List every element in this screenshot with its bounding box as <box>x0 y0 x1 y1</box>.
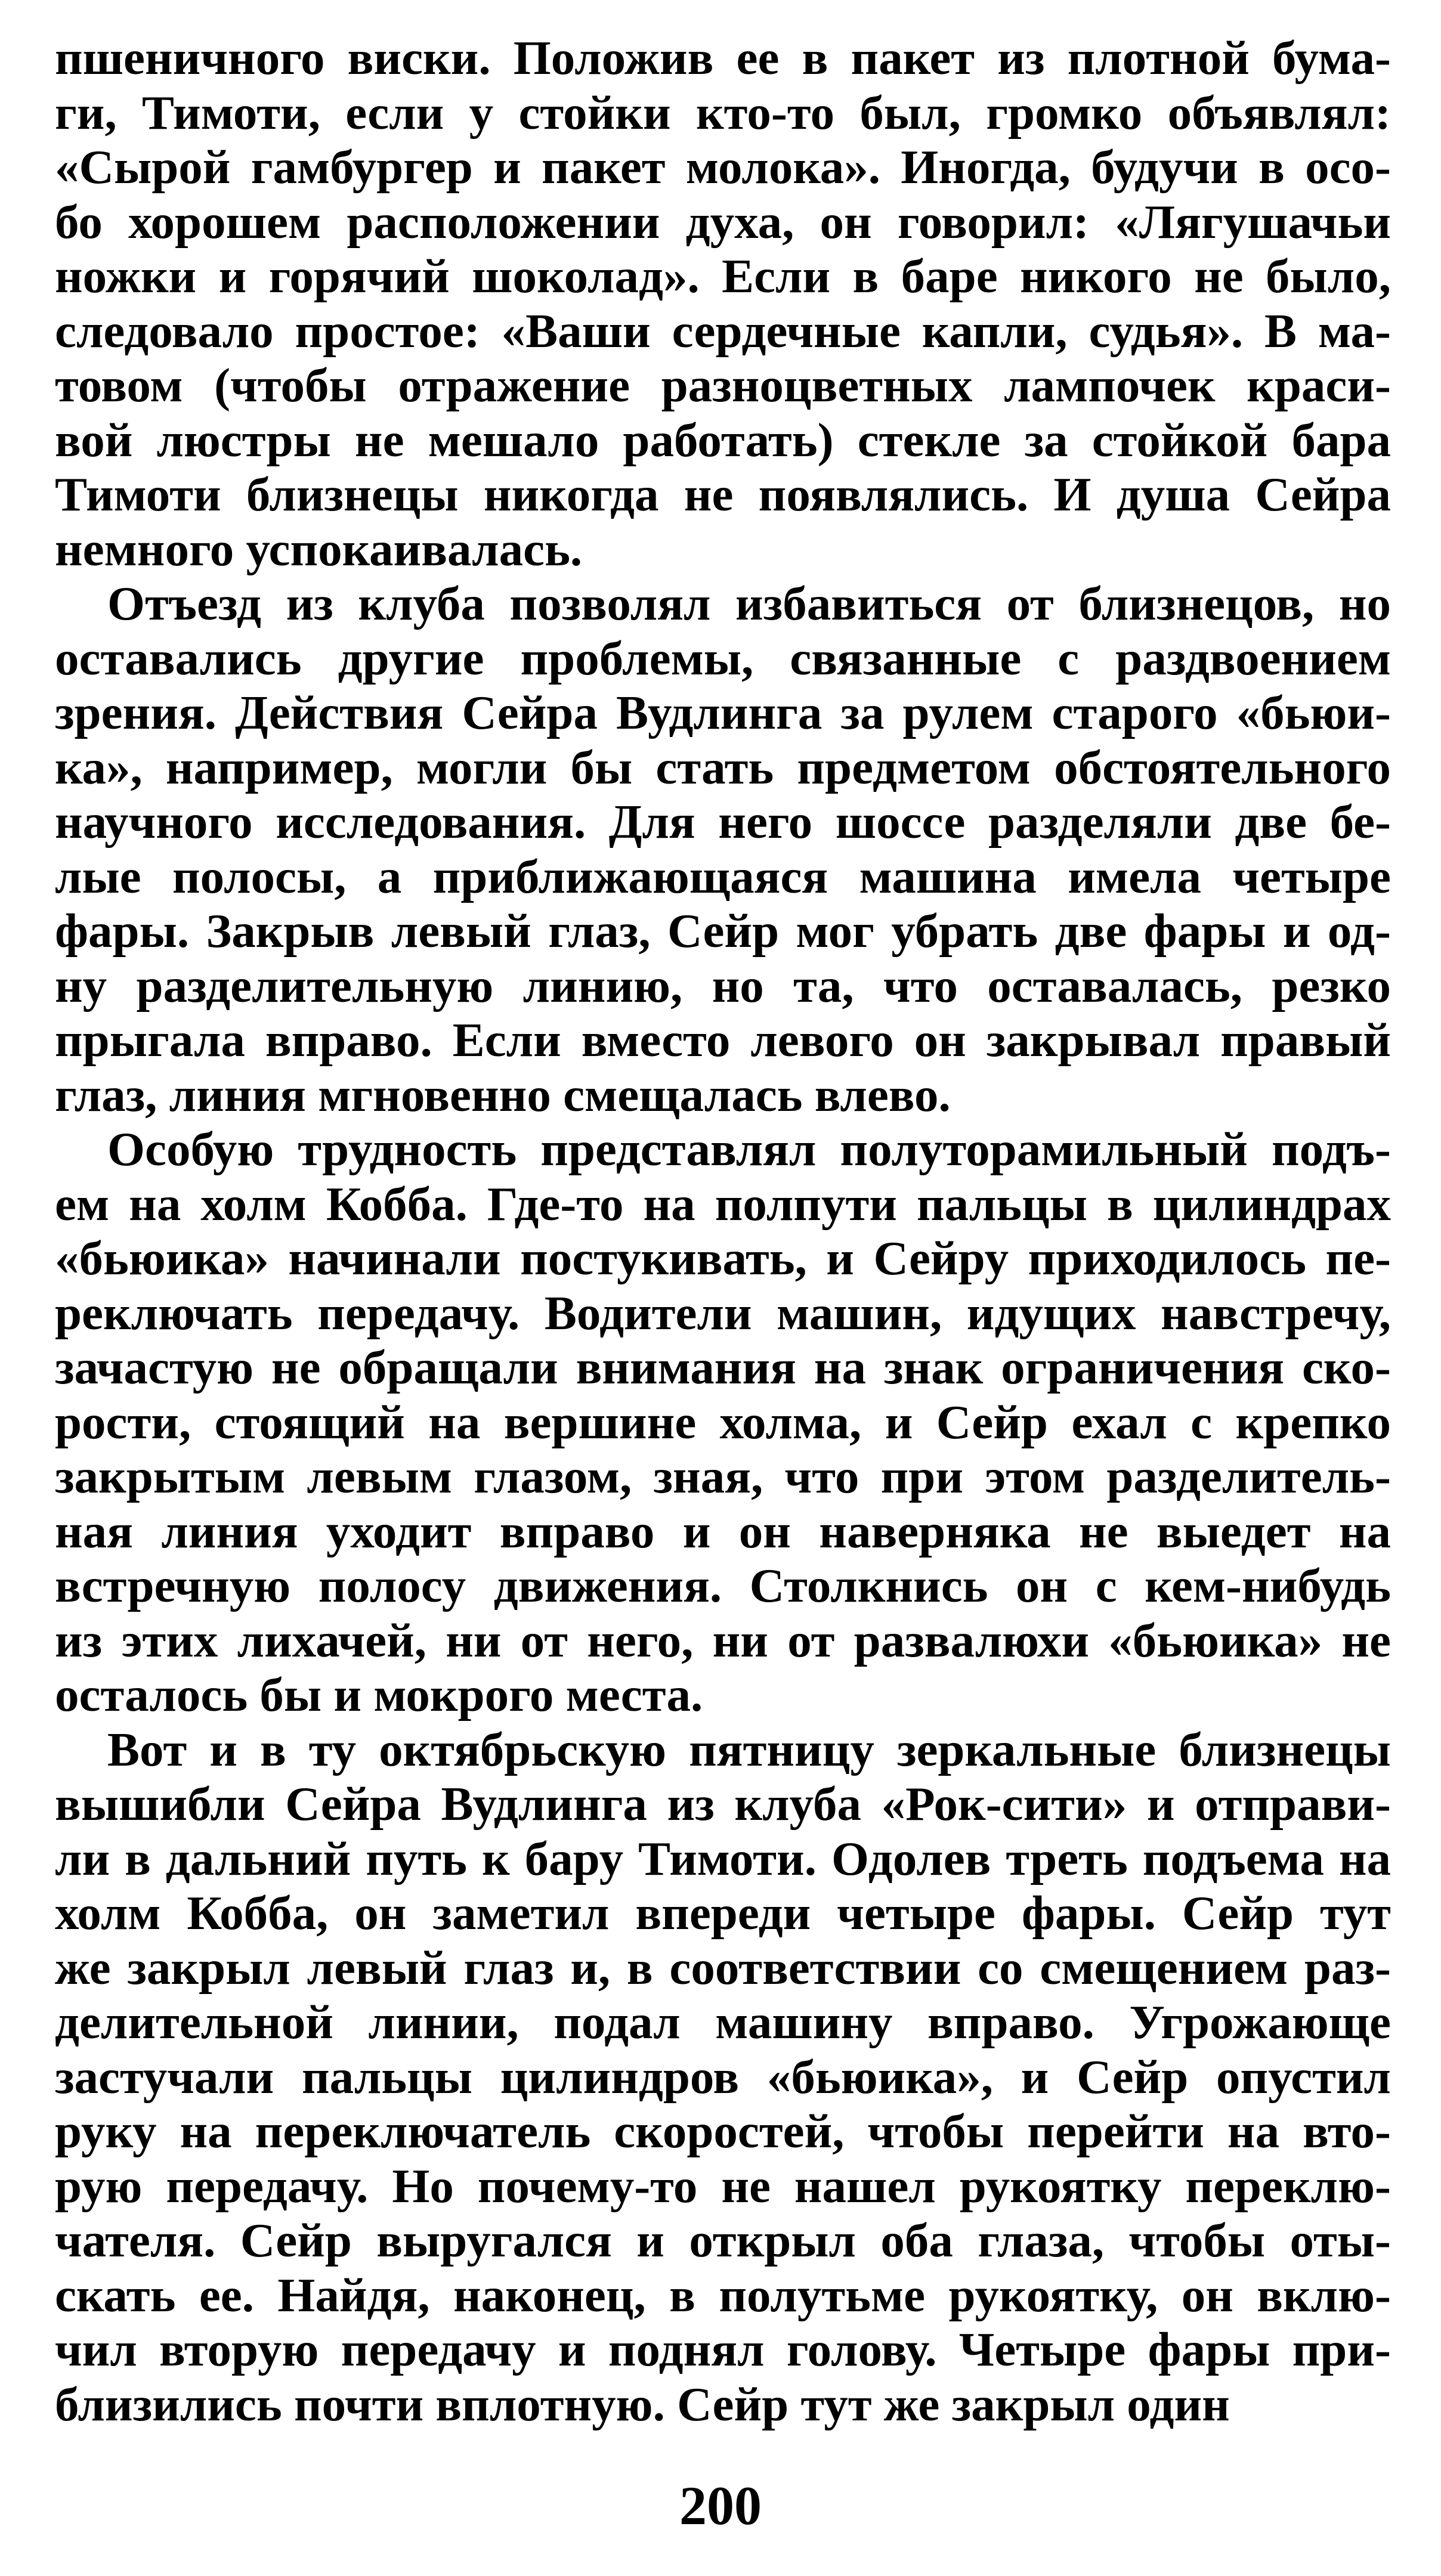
text-line: следовало простое: «Ваши сердечные капли, судья». В ма- <box>55 304 1391 358</box>
text-line: закрытым левым глазом, зная, что при этом разделитель- <box>55 1450 1391 1503</box>
text-line: ка», например, могли бы стать предметом обстоятельного <box>55 740 1391 794</box>
text-line: скать ее. Найдя, наконец, в полутьме рукоятку, он вклю- <box>55 2268 1391 2322</box>
page-number: 200 <box>679 2475 762 2536</box>
text-line: «Сырой гамбургер и пакет молока». Иногда, будучи в осо- <box>55 140 1391 194</box>
paragraph-4 <box>55 1723 1391 2432</box>
paragraph-1 <box>55 31 1391 577</box>
text-line: рую передачу. Но почему-то не нашел рукоятку переклю- <box>55 2159 1391 2213</box>
text-line: рости, стоящий на вершине холма, и Сейр ехал с крепко <box>55 1395 1391 1449</box>
text-line: застучали пальцы цилиндров «бьюика», и Сейр опустил <box>55 2049 1391 2104</box>
text-line: руку на переключатель скоростей, чтобы перейти на вто- <box>55 2104 1391 2158</box>
text-line: научного исследования. Для него шоссе разделяли две бе- <box>55 795 1391 849</box>
text-line: из этих лихачей, ни от него, ни от развалюхи «бьюика» не <box>55 1613 1391 1667</box>
text-line: ножки и горячий шоколад». Если в баре никого не было, <box>55 249 1391 303</box>
text-line: близились почти вплотную. Сейр тут же закрыл один <box>55 2377 1230 2431</box>
text-line: пшеничного виски. Положив ее в пакет из плотной бума- <box>55 31 1391 85</box>
text-line: холм Кобба, он заметил впереди четыре фары. Сейр тут <box>55 1886 1391 1940</box>
text-line: немного успокаивалась. <box>55 522 583 576</box>
text-line: зачастую не обращали внимания на знак ограничения ско- <box>55 1340 1391 1394</box>
book-page <box>55 31 1391 2535</box>
text-line: осталось бы и мокрого места. <box>55 1668 703 1722</box>
paragraph-3 <box>55 1122 1391 1723</box>
text-line: «бьюика» начинали постукивать, и Сейру приходилось пе- <box>55 1231 1391 1285</box>
text-line: ем на холм Кобба. Где-то на полпути пальцы в цилиндрах <box>55 1176 1391 1231</box>
text-line: вышибли Сейра Вудлинга из клуба «Рок-сити» и отправи- <box>55 1777 1391 1831</box>
text-line: Отъезд из клуба позволял избавиться от близнецов, но <box>107 577 1391 630</box>
paragraph-2 <box>55 577 1391 1122</box>
text-line: вой люстры не мешало работать) стекле за стойкой бара <box>55 413 1391 467</box>
text-line: товом (чтобы отражение разноцветных лампочек краси- <box>55 358 1391 412</box>
text-line: Вот и в ту октябрьскую пятницу зеркальные близнецы <box>107 1722 1391 1776</box>
text-line: ну разделительную линию, но та, что оставалась, резко <box>55 958 1391 1013</box>
text-line: ная линия уходит вправо и он наверняка не выедет на <box>55 1504 1391 1558</box>
text-line: реключать передачу. Водители машин, идущих навстречу, <box>55 1286 1391 1340</box>
text-line: лые полосы, а приближающаяся машина имела четыре <box>55 849 1391 903</box>
text-line: зрения. Действия Сейра Вудлинга за рулем старого «бьюи- <box>55 686 1391 739</box>
text-line: глаз, линия мгновенно смещалась влево. <box>55 1067 951 1122</box>
text-line: ги, Тимоти, если у стойки кто-то был, громко объявлял: <box>55 85 1391 140</box>
text-line: оставались другие проблемы, связанные с раздвоением <box>55 631 1391 685</box>
text-line: Тимоти близнецы никогда не появлялись. И душа Сейра <box>55 467 1391 521</box>
text-line: делительной линии, подал машину вправо. Угрожающе <box>55 1995 1391 2049</box>
text-line: встречную полосу движения. Столкнись он с кем-нибудь <box>55 1559 1391 1612</box>
text-line: фары. Закрыв левый глаз, Сейр мог убрать две фары и од- <box>55 904 1391 958</box>
text-line: ли в дальний путь к бару Тимоти. Одолев треть подъема на <box>55 1831 1391 1885</box>
text-line: чателя. Сейр выругался и открыл оба глаза, чтобы оты- <box>55 2213 1391 2267</box>
text-line: Особую трудность представлял полуторамильный подъ- <box>107 1122 1391 1176</box>
text-line: бо хорошем расположении духа, он говорил: «Лягушачьи <box>55 194 1391 249</box>
text-line: прыгала вправо. Если вместо левого он закрывал правый <box>55 1013 1391 1067</box>
text-line: же закрыл левый глаз и, в соответствии со смещением раз- <box>55 1940 1391 1995</box>
text-line: чил вторую передачу и поднял голову. Четыре фары при- <box>55 2323 1391 2376</box>
